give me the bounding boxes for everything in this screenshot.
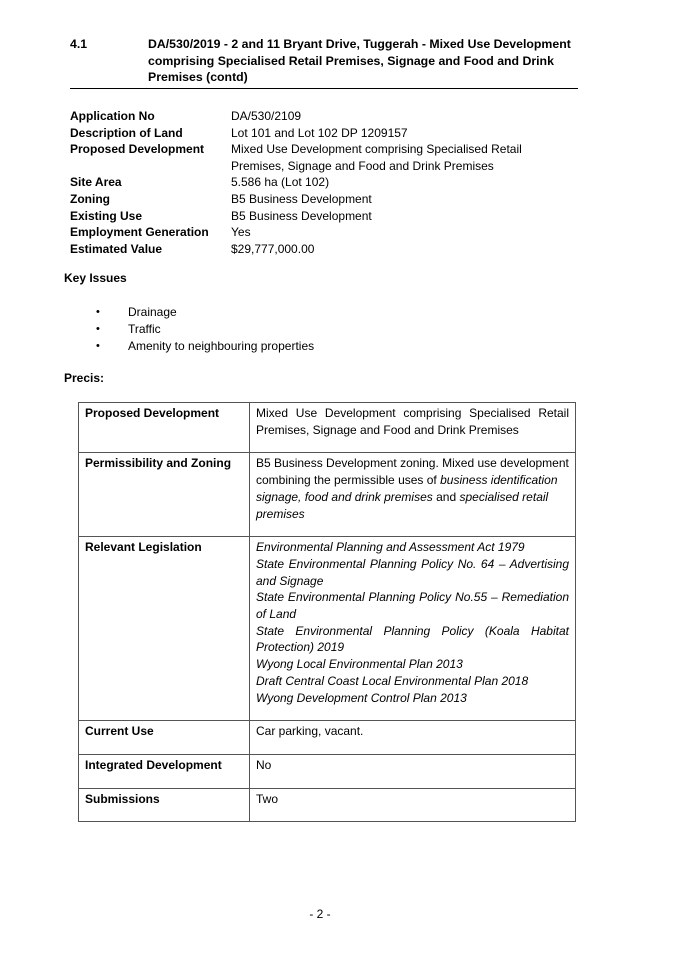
summary-label: Estimated Value xyxy=(70,241,163,256)
summary-value: B5 Business Development xyxy=(231,208,372,223)
key-issues-list xyxy=(96,304,314,354)
page-number: - 2 - xyxy=(309,907,331,921)
precis-heading: Precis: xyxy=(64,371,105,385)
summary-value: 5.586 ha (Lot 102) xyxy=(231,175,330,190)
precis-table xyxy=(78,402,576,822)
precis-value xyxy=(250,537,576,721)
summary-label: Application No xyxy=(70,109,155,123)
precis-value: Car parking, vacant. xyxy=(250,721,576,755)
summary-row-existing-use xyxy=(70,208,550,225)
summary-value: Yes xyxy=(231,225,251,240)
summary-row-zoning xyxy=(70,191,550,208)
legislation-item: State Environmental Planning Policy No.55 – Remediation of Land xyxy=(256,590,569,622)
summary-value: B5 Business Development xyxy=(231,191,372,206)
table-row xyxy=(79,754,576,788)
table-row xyxy=(79,453,576,537)
header-divider xyxy=(70,88,578,89)
precis-value xyxy=(250,453,576,537)
precis-label: Permissibility and Zoning xyxy=(79,453,250,537)
bullet-icon: • xyxy=(96,339,100,352)
table-row xyxy=(79,403,576,453)
precis-label: Submissions xyxy=(79,788,250,822)
summary-label: Existing Use xyxy=(70,208,143,223)
summary-row-estimated-value xyxy=(70,241,550,258)
legislation-item: Wyong Development Control Plan 2013 xyxy=(256,690,467,705)
permissibility-text: B5 Business Development zoning. Mixed use development combining the permissible uses of xyxy=(256,456,569,488)
bullet-icon: • xyxy=(96,322,100,335)
issue-text: Amenity to neighbouring properties xyxy=(128,338,315,353)
summary-label: Zoning xyxy=(70,191,110,206)
legislation-item: Environmental Planning and Assessment Act 1979 xyxy=(256,540,525,555)
legislation-item: Wyong Local Environmental Plan 2013 xyxy=(256,657,463,672)
list-item xyxy=(96,321,314,338)
list-item xyxy=(96,338,314,355)
permissibility-retail: specialised retail premises xyxy=(256,489,549,521)
legislation-item: State Environmental Planning Policy No. 64 – Advertising and Signage xyxy=(256,556,569,588)
table-row xyxy=(79,788,576,822)
summary-value: Mixed Use Development comprising Specialised Retail Premises, Signage and Food and Drink Premises xyxy=(231,142,522,173)
issue-text: Traffic xyxy=(128,321,161,336)
precis-label: Proposed Development xyxy=(79,403,250,453)
summary-row-proposed-development xyxy=(70,141,550,174)
precis-value: Two xyxy=(250,788,576,822)
summary-value: DA/530/2109 xyxy=(231,109,302,123)
summary-row-application-no xyxy=(70,108,550,125)
item-number: 4.1 xyxy=(70,37,88,51)
report-item-header xyxy=(70,36,578,86)
summary-value: $29,777,000.00 xyxy=(231,241,315,256)
precis-label: Relevant Legislation xyxy=(79,537,250,721)
table-row xyxy=(79,537,576,721)
summary-row-site-area xyxy=(70,174,550,191)
permissibility-text-and: and xyxy=(432,489,460,504)
summary-value: Lot 101 and Lot 102 DP 1209157 xyxy=(231,125,408,140)
summary-label: Site Area xyxy=(70,175,122,190)
summary-label: Description of Land xyxy=(70,125,183,140)
bullet-icon: • xyxy=(96,306,100,318)
application-summary xyxy=(70,108,550,257)
precis-value: Mixed Use Development comprising Specialised Retail Premises, Signage and Food and Drink Premises xyxy=(250,403,576,453)
summary-row-description-of-land xyxy=(70,125,550,142)
list-item xyxy=(96,304,314,321)
precis-label: Integrated Development xyxy=(79,754,250,788)
precis-label: Current Use xyxy=(79,721,250,755)
issue-text: Drainage xyxy=(128,305,177,319)
precis-value: No xyxy=(250,754,576,788)
legislation-item: State Environmental Planning Policy (Koala Habitat Protection) 2019 xyxy=(256,623,569,655)
item-title: DA/530/2019 - 2 and 11 Bryant Drive, Tuggerah - Mixed Use Development comprising Specialised Retail Premises, Signage and Food and Drink Premises (contd) xyxy=(148,37,571,84)
permissibility-uses: business identification signage, food and drink premises xyxy=(256,473,558,504)
key-issues-heading: Key Issues xyxy=(64,271,127,285)
summary-row-employment-generation xyxy=(70,224,550,241)
summary-label: Proposed Development xyxy=(70,142,205,157)
table-row xyxy=(79,721,576,755)
summary-label: Employment Generation xyxy=(70,225,209,240)
legislation-item: Draft Central Coast Local Environmental Plan 2018 xyxy=(256,673,529,688)
